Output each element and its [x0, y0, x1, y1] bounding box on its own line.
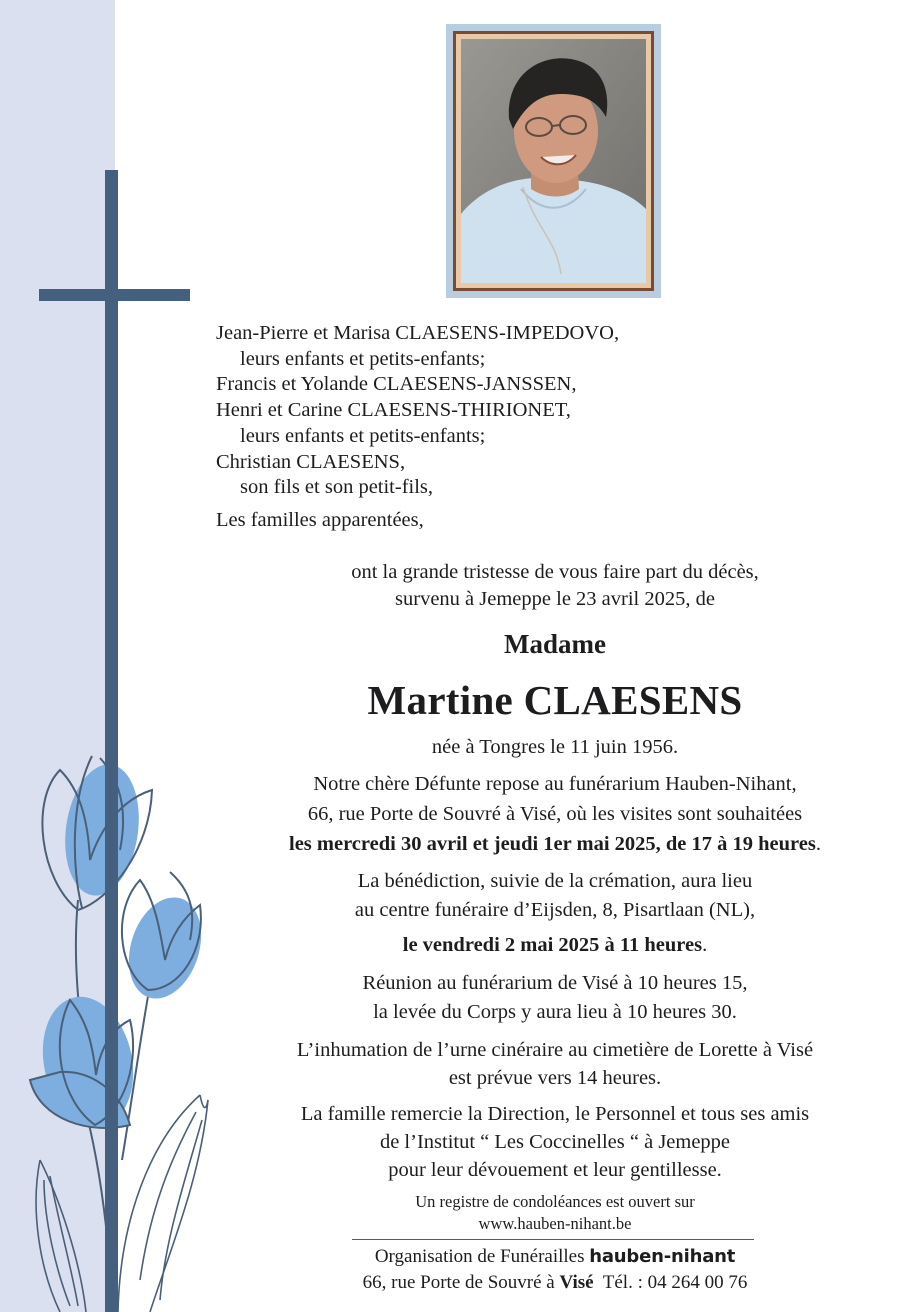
cross-horizontal	[39, 289, 190, 301]
footer-address	[240, 1272, 870, 1294]
family-line: leurs enfants et petits-enfants;	[240, 347, 486, 370]
register-url[interactable]: www.hauben-nihant.be	[478, 1214, 632, 1233]
family-line: Christian CLAESENS,	[216, 450, 406, 473]
footer-org-label: Organisation de Funérailles	[374, 1246, 585, 1267]
visitation-line-2: 66, rue Porte de Souvré à Visé, où les visites sont souhaitées	[307, 803, 803, 825]
meeting-line-1: Réunion au funérarium de Visé à 10 heures 15,	[362, 972, 748, 994]
family-line: Francis et Yolande CLAESENS-JANSSEN,	[216, 373, 577, 396]
ceremony-date	[240, 934, 870, 957]
footer-phone: Tél. : 04 264 00 76	[602, 1272, 748, 1293]
visitation-dates-end: .	[815, 833, 821, 855]
family-list	[216, 321, 816, 534]
footer-city: Visé	[559, 1272, 594, 1293]
ceremony-line-2: au centre funéraire d’Eijsden, 8, Pisartlaan (NL),	[354, 899, 756, 921]
register-line: Un registre de condoléances est ouvert sur	[415, 1192, 695, 1211]
announcement-line-2: survenu à Jemeppe le 23 avril 2025, de	[395, 588, 715, 610]
footer-divider	[352, 1239, 754, 1240]
visitation-dates-text: les mercredi 30 avril et jeudi 1er mai 2025, de 17 à 19 heures	[289, 833, 816, 855]
family-line: Jean-Pierre et Marisa CLAESENS-IMPEDOVO,	[216, 322, 620, 344]
birth-info: née à Tongres le 11 juin 1956.	[431, 736, 679, 758]
family-line: Les familles apparentées,	[216, 508, 424, 531]
cross-vertical	[105, 170, 118, 1312]
brand-logo: hauben-nihant	[589, 1246, 736, 1267]
ceremony-line-1: La bénédiction, suivie de la crémation, aura lieu	[357, 870, 753, 892]
ceremony-date-end: .	[702, 934, 708, 956]
footer-organisation	[240, 1246, 870, 1268]
footer-address-text: 66, rue Porte de Souvré à	[362, 1272, 560, 1293]
thanks-line-1: La famille remercie la Direction, le Personnel et tous ses amis	[300, 1103, 810, 1125]
deceased-title: Madame	[504, 629, 606, 659]
thanks-line-2: de l’Institut “ Les Coccinelles “ à Jemeppe	[379, 1131, 731, 1153]
announcement-line-1: ont la grande tristesse de vous faire part du décès,	[351, 561, 759, 583]
meeting-line-2: la levée du Corps y aura lieu à 10 heures 30.	[373, 1001, 737, 1023]
visitation-dates	[240, 833, 870, 856]
ceremony-date-text: le vendredi 2 mai 2025 à 11 heures	[402, 934, 703, 956]
portrait-photo	[461, 39, 646, 283]
thanks-line-3: pour leur dévouement et leur gentillesse.	[388, 1159, 722, 1181]
portrait-frame	[446, 24, 661, 298]
visitation-line-1: Notre chère Défunte repose au funérarium Hauben-Nihant,	[313, 773, 797, 795]
family-line: son fils et son petit-fils,	[240, 476, 434, 499]
deceased-name: Martine CLAESENS	[367, 677, 743, 723]
family-line: leurs enfants et petits-enfants;	[240, 424, 486, 447]
family-line: Henri et Carine CLAESENS-THIRIONET,	[216, 399, 571, 422]
burial-line-1: L’inhumation de l’urne cinéraire au cimetière de Lorette à Visé	[296, 1039, 814, 1061]
burial-line-2: est prévue vers 14 heures.	[448, 1067, 662, 1089]
